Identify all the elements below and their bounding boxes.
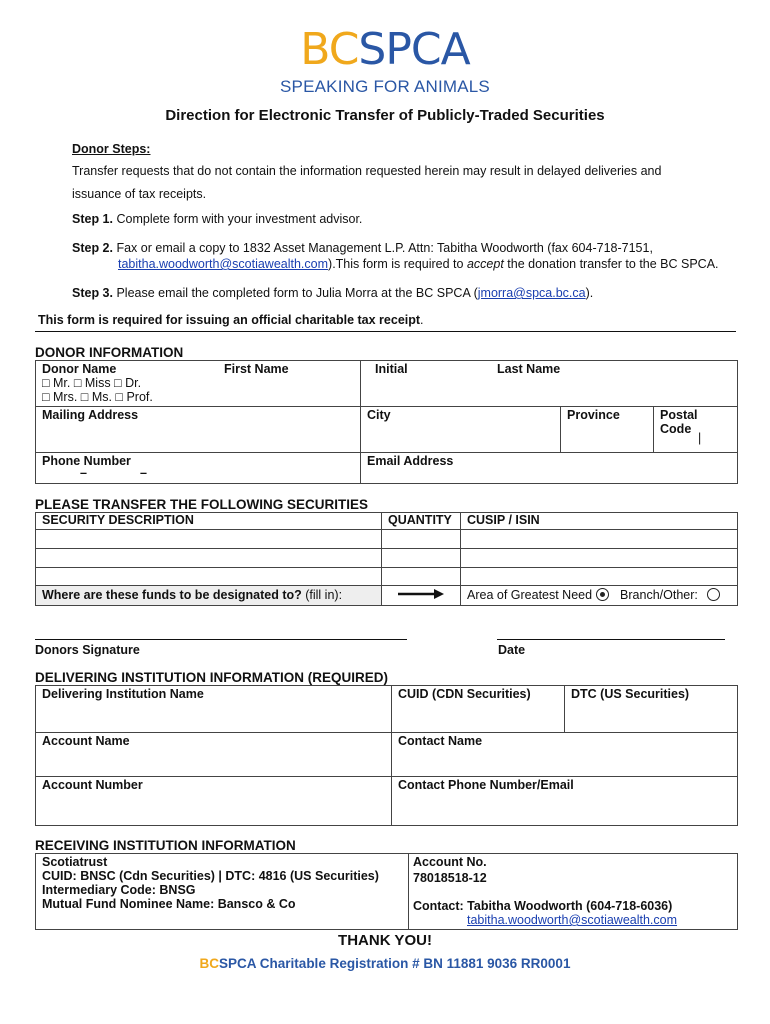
step-2-accept: accept — [466, 257, 504, 271]
email-address-cell[interactable] — [361, 453, 738, 484]
contact-name-label: Contact Name — [398, 734, 483, 748]
step-2 — [72, 241, 653, 256]
step-2-text-b: ).This form is required to — [328, 257, 467, 271]
donor-info-heading: DONOR INFORMATION — [35, 345, 184, 360]
step-3-end: ). — [585, 286, 594, 300]
required-note-text: This form is required for issuing an official charitable tax receipt — [38, 313, 421, 327]
postal-code-cell[interactable] — [654, 407, 737, 452]
mailing-address-cell[interactable] — [36, 407, 361, 453]
required-note — [38, 313, 424, 328]
step-2-email-link[interactable]: tabitha.woodworth@scotiawealth.com — [118, 257, 329, 271]
last-name-cell[interactable] — [483, 361, 738, 407]
option-branch-radio[interactable] — [707, 588, 720, 601]
step-3-label: Step 3. — [72, 286, 113, 300]
receiving-details-cell — [36, 854, 409, 930]
intro-line-1: Transfer requests that do not contain the information requested herein may result in delayed deliveries and — [72, 164, 662, 178]
charitable-registration — [0, 956, 770, 971]
divider — [35, 331, 736, 332]
dtc-label: DTC (US Securities) — [571, 687, 690, 701]
account-number-cell[interactable] — [36, 777, 392, 826]
receiving-line-3: Intermediary Code: BNSG — [42, 883, 196, 897]
donor-name-label: Donor Name — [42, 362, 117, 376]
receiving-line-4: Mutual Fund Nominee Name: Bansco & Co — [42, 897, 296, 911]
required-note-end: . — [420, 313, 424, 327]
step-2-label: Step 2. — [72, 241, 113, 255]
registration-bc: BC — [199, 956, 220, 971]
province-postal-cell — [561, 407, 738, 453]
city-label: City — [367, 408, 391, 422]
donor-steps-heading: Donor Steps: — [72, 142, 151, 156]
step-3 — [72, 286, 593, 301]
phone-separator-1: – — [80, 466, 87, 480]
initial-label: Initial — [375, 362, 408, 376]
receiving-line-1: Scotiatrust — [42, 855, 108, 869]
receiving-line-2: CUID: BNSC (Cdn Securities) | DTC: 4816 (US Securities) — [42, 869, 379, 883]
receiving-table — [35, 853, 738, 930]
delivering-heading: DELIVERING INSTITUTION INFORMATION (REQUIRED) — [35, 670, 388, 685]
step-2-cont — [118, 257, 719, 272]
logo-spca: SPCA — [358, 24, 470, 75]
title-options-2[interactable]: □ Mrs. □ Ms. □ Prof. — [42, 390, 153, 404]
receiving-contact-email[interactable]: tabitha.woodworth@scotiawealth.com — [467, 913, 678, 927]
mailing-address-label: Mailing Address — [42, 408, 139, 422]
col-cusip: CUSIP / ISIN — [461, 513, 738, 530]
securities-row[interactable] — [36, 568, 738, 586]
right-arrow-icon — [396, 588, 446, 600]
step-3-email-link[interactable]: jmorra@spca.bc.ca — [477, 286, 586, 300]
first-name-cell[interactable] — [218, 361, 361, 407]
donor-info-table — [35, 360, 738, 484]
option-branch-label: Branch/Other: — [620, 588, 698, 602]
receiving-heading: RECEIVING INSTITUTION INFORMATION — [35, 838, 296, 853]
contact-phone-cell[interactable] — [392, 777, 738, 826]
dtc-cell[interactable] — [565, 686, 738, 733]
receiving-account-cell — [409, 854, 738, 930]
contact-name-cell[interactable] — [392, 733, 738, 777]
title-options-1[interactable]: □ Mr. □ Miss □ Dr. — [42, 376, 142, 390]
donor-name-cell[interactable] — [36, 361, 219, 407]
step-1 — [72, 212, 362, 227]
email-address-label: Email Address — [367, 454, 454, 468]
province-label: Province — [567, 408, 620, 422]
postal-code-label: Postal Code — [660, 408, 698, 436]
step-2-text-c: the donation transfer to the BC SPCA. — [503, 257, 719, 271]
last-name-label: Last Name — [497, 362, 561, 376]
col-security-description: SECURITY DESCRIPTION — [36, 513, 382, 530]
phone-number-label: Phone Number — [42, 454, 131, 468]
arrow-cell — [382, 586, 461, 606]
cuid-label: CUID (CDN Securities) — [398, 687, 531, 701]
phone-number-cell[interactable] — [36, 453, 361, 484]
cuid-cell[interactable] — [392, 686, 565, 733]
account-name-cell[interactable] — [36, 733, 392, 777]
registration-text: SPCA Charitable Registration # BN 11881 9036 RR0001 — [219, 956, 571, 971]
date-line[interactable] — [497, 639, 725, 640]
postal-code-separator: | — [698, 431, 702, 445]
securities-row[interactable] — [36, 549, 738, 568]
logo-bc: BC — [300, 24, 359, 75]
option-greatest-need-radio[interactable] — [596, 588, 609, 601]
institution-name-label: Delivering Institution Name — [42, 687, 204, 701]
securities-table — [35, 512, 738, 606]
step-1-label: Step 1. — [72, 212, 113, 226]
intro-line-2: issuance of tax receipts. — [72, 187, 207, 201]
first-name-label: First Name — [224, 362, 289, 376]
securities-heading: PLEASE TRANSFER THE FOLLOWING SECURITIES — [35, 497, 369, 512]
delivering-table — [35, 685, 738, 826]
bcspca-logo — [0, 24, 770, 75]
date-label: Date — [498, 643, 526, 657]
designate-cell — [36, 586, 382, 606]
initial-cell[interactable] — [361, 361, 484, 407]
contact-phone-label: Contact Phone Number/Email — [398, 778, 574, 792]
account-name-label: Account Name — [42, 734, 130, 748]
city-cell[interactable] — [361, 407, 561, 453]
option-greatest-need-label: Area of Greatest Need — [467, 588, 593, 602]
account-number-label: Account Number — [42, 778, 143, 792]
account-no-label: Account No. — [413, 855, 487, 869]
step-2-text: Fax or email a copy to 1832 Asset Management L.P. Attn: Tabitha Woodworth (fax 604-718-7151, — [113, 241, 653, 255]
step-1-text: Complete form with your investment advisor. — [113, 212, 363, 226]
designate-question: Where are these funds to be designated to? — [42, 588, 302, 602]
securities-row[interactable] — [36, 530, 738, 549]
logo-tagline: SPEAKING FOR ANIMALS — [280, 77, 490, 96]
designate-fill-in: (fill in): — [301, 588, 343, 602]
phone-separator-2: – — [140, 466, 147, 480]
institution-name-cell[interactable] — [36, 686, 392, 733]
receiving-contact: Contact: Tabitha Woodworth (604-718-6036) — [413, 899, 673, 913]
account-no-value: 78018518-12 — [413, 871, 487, 885]
col-quantity: QUANTITY — [382, 513, 461, 530]
designation-options — [461, 586, 738, 606]
signature-line[interactable] — [35, 639, 407, 640]
donors-signature-label: Donors Signature — [35, 643, 140, 657]
province-cell[interactable] — [561, 407, 654, 452]
page-title: Direction for Electronic Transfer of Publicly-Traded Securities — [165, 107, 605, 124]
step-3-text: Please email the completed form to Julia Morra at the BC SPCA ( — [113, 286, 478, 300]
thank-you: THANK YOU! — [338, 932, 432, 949]
